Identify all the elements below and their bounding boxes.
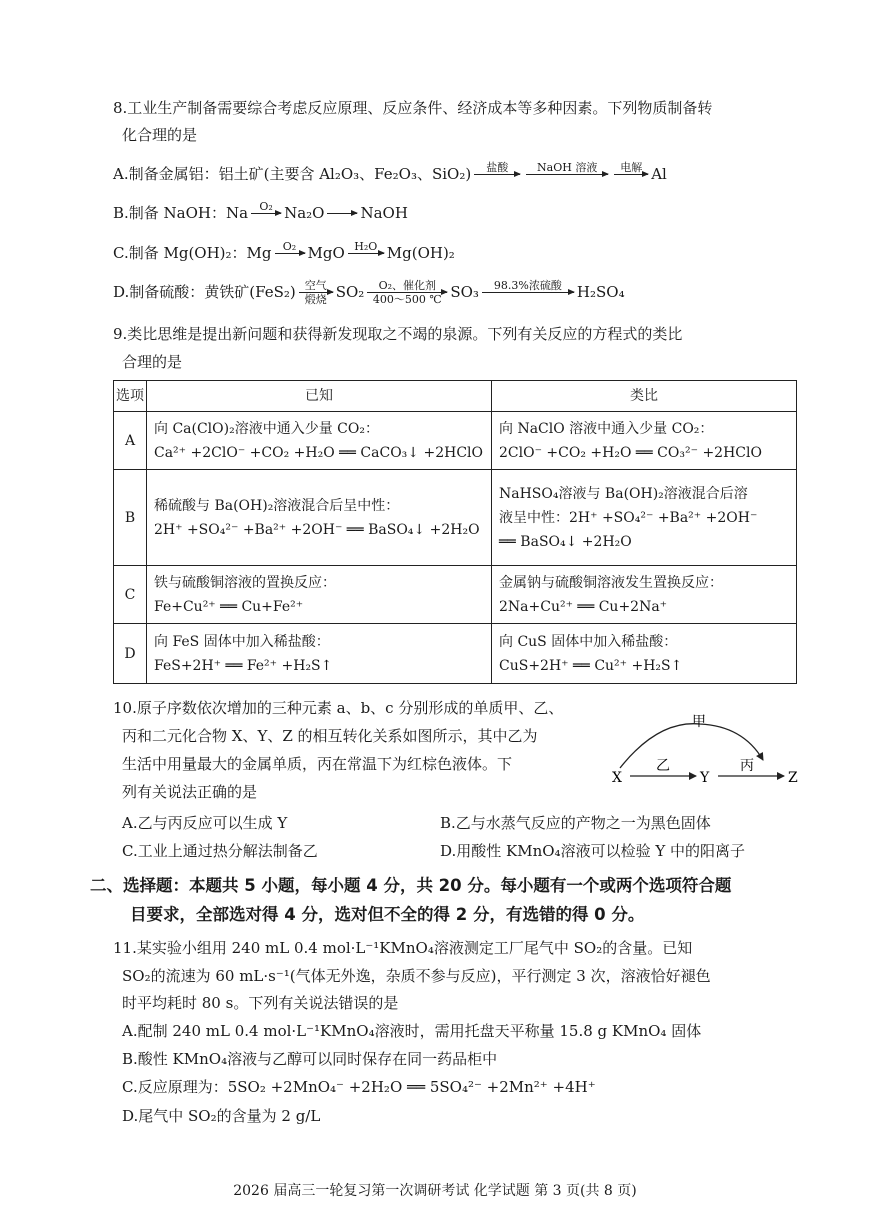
reaction-arrow: 98.3%浓硫酸 [482, 280, 574, 306]
analog-cell: NaHSO₄溶液与 Ba(OH)₂溶液混合后溶 液呈中性：2H⁺ +SO₄²⁻ +Ba²⁺ +2OH⁻ ══ BaSO₄↓ +2H₂O [492, 470, 797, 566]
reaction-arrow: NaOH 溶液 [526, 162, 608, 188]
q8-option-c: C.制备 Mg(OH)₂：Mg O₂ MgO H₂O Mg(OH)₂ [113, 241, 455, 267]
table-row [114, 412, 797, 470]
q10-stem-line4: 列有关说法正确的是 [122, 783, 258, 801]
label-bing: 丙 [740, 758, 754, 774]
q8-option-d: D.制备硫酸：黄铁矿(FeS₂) 空气 煅烧 SO₂ O₂、催化剂 400～500 ℃ SO₃ 98.3%浓硫酸 H₂SO₄ [113, 279, 625, 306]
row-option: B [114, 470, 147, 566]
node-z: Z [788, 770, 798, 786]
q10-stem-line1: 10.原子序数依次增加的三种元素 a、b、c 分别形成的单质甲、乙、 [113, 699, 564, 717]
table-header-row [114, 381, 797, 412]
table-row [114, 566, 797, 624]
q10-option-d: D.用酸性 KMnO₄溶液可以检验 Y 中的阳离子 [440, 842, 746, 860]
q11-stem-line3: 时平均耗时 80 s。下列有关说法错误的是 [122, 994, 399, 1012]
table-row [114, 470, 797, 566]
q10-option-a: A.乙与丙反应可以生成 Y [122, 814, 288, 832]
analog-cell: 金属钠与硫酸铜溶液发生置换反应： 2Na+Cu²⁺ ══ Cu+2Na⁺ [492, 566, 797, 624]
header-analog: 类比 [492, 381, 797, 412]
transformation-diagram [608, 710, 808, 788]
q11-stem-line1: 11.某实验小组用 240 mL 0.4 mol·L⁻¹KMnO₄溶液测定工厂尾气中 SO₂的含量。已知 [113, 939, 693, 957]
label-jia: 甲 [692, 714, 706, 730]
reaction-arrow: O₂ [275, 241, 305, 267]
q11-option-a: A.配制 240 mL 0.4 mol·L⁻¹KMnO₄溶液时，需用托盘天平称量 15.8 g KMnO₄ 固体 [122, 1022, 702, 1040]
q10-option-c: C.工业上通过热分解法制备乙 [122, 842, 318, 860]
q8-option-a: A.制备金属铝：铝土矿(主要含 Al₂O₃、Fe₂O₃、SiO₂) 盐酸 NaOH 溶液 电解 Al [113, 162, 667, 188]
reaction-arrow: 盐酸 [474, 162, 520, 188]
node-y: Y [700, 770, 710, 786]
section-heading-line2: 目要求，全部选对得 4 分，选对但不全的得 2 分，有选错的得 0 分。 [130, 905, 645, 924]
header-known: 已知 [147, 381, 492, 412]
reaction-arrow: 空气 煅烧 [299, 280, 333, 306]
reaction-arrow [327, 201, 357, 227]
q8-stem-line2: 化合理的是 [122, 126, 198, 144]
known-cell: 向 Ca(ClO)₂溶液中通入少量 CO₂： Ca²⁺ +2ClO⁻ +CO₂ +H₂O ══ CaCO₃↓ +2HClO [147, 412, 492, 470]
table-row [114, 624, 797, 684]
q9-stem-line1: 9.类比思维是提出新问题和获得新发现取之不竭的泉源。下列有关反应的方程式的类比 [113, 325, 683, 343]
q10-stem-line2: 丙和二元化合物 X、Y、Z 的相互转化关系如图所示，其中乙为 [122, 727, 538, 745]
analog-cell: 向 NaClO 溶液中通入少量 CO₂： 2ClO⁻ +CO₂ +H₂O ══ CO₃²⁻ +2HClO [492, 412, 797, 470]
header-option: 选项 [114, 381, 147, 412]
known-cell: 铁与硫酸铜溶液的置换反应： Fe+Cu²⁺ ══ Cu+Fe²⁺ [147, 566, 492, 624]
reaction-arrow: 电解 [614, 162, 648, 188]
q11-option-b: B.酸性 KMnO₄溶液与乙醇可以同时保存在同一药品柜中 [122, 1050, 498, 1068]
q11-option-c: C.反应原理为：5SO₂ +2MnO₄⁻ +2H₂O ══ 5SO₄²⁻ +2Mn²⁺ +4H⁺ [122, 1078, 596, 1096]
q10-option-b: B.乙与水蒸气反应的产物之一为黑色固体 [440, 814, 711, 832]
reaction-arrow: H₂O [348, 241, 384, 267]
row-option: D [114, 624, 147, 684]
row-option: C [114, 566, 147, 624]
reaction-arrow: O₂、催化剂 400～500 ℃ [367, 280, 447, 306]
known-cell: 向 FeS 固体中加入稀盐酸： FeS+2H⁺ ══ Fe²⁺ +H₂S↑ [147, 624, 492, 684]
analog-cell: 向 CuS 固体中加入稀盐酸： CuS+2H⁺ ══ Cu²⁺ +H₂S↑ [492, 624, 797, 684]
q9-stem-line2: 合理的是 [122, 353, 183, 371]
row-option: A [114, 412, 147, 470]
node-x: X [612, 770, 622, 786]
q11-option-d: D.尾气中 SO₂的含量为 2 g/L [122, 1107, 321, 1125]
q10-stem-line3: 生活中用量最大的金属单质，丙在常温下为红棕色液体。下 [122, 755, 513, 773]
q11-stem-line2: SO₂的流速为 60 mL·s⁻¹(气体无外逸，杂质不参与反应)，平行测定 3 次，溶液恰好褪色 [122, 967, 711, 985]
page-footer: 2026 届高三一轮复习第一次调研考试 化学试题 第 3 页(共 8 页) [233, 1183, 637, 1199]
reaction-arrow: O₂ [251, 201, 281, 227]
q8-option-b: B.制备 NaOH：Na O₂ Na₂O NaOH [113, 201, 408, 227]
section-heading-line1: 二、选择题：本题共 5 小题，每小题 4 分，共 20 分。每小题有一个或两个选项符合题 [90, 876, 732, 895]
known-cell: 稀硫酸与 Ba(OH)₂溶液混合后呈中性： 2H⁺ +SO₄²⁻ +Ba²⁺ +2OH⁻ ══ BaSO₄↓ +2H₂O [147, 470, 492, 566]
label-yi: 乙 [656, 758, 670, 774]
q8-stem-line1: 8.工业生产制备需要综合考虑反应原理、反应条件、经济成本等多种因素。下列物质制备转 [113, 99, 713, 117]
analogy-table [113, 380, 797, 684]
